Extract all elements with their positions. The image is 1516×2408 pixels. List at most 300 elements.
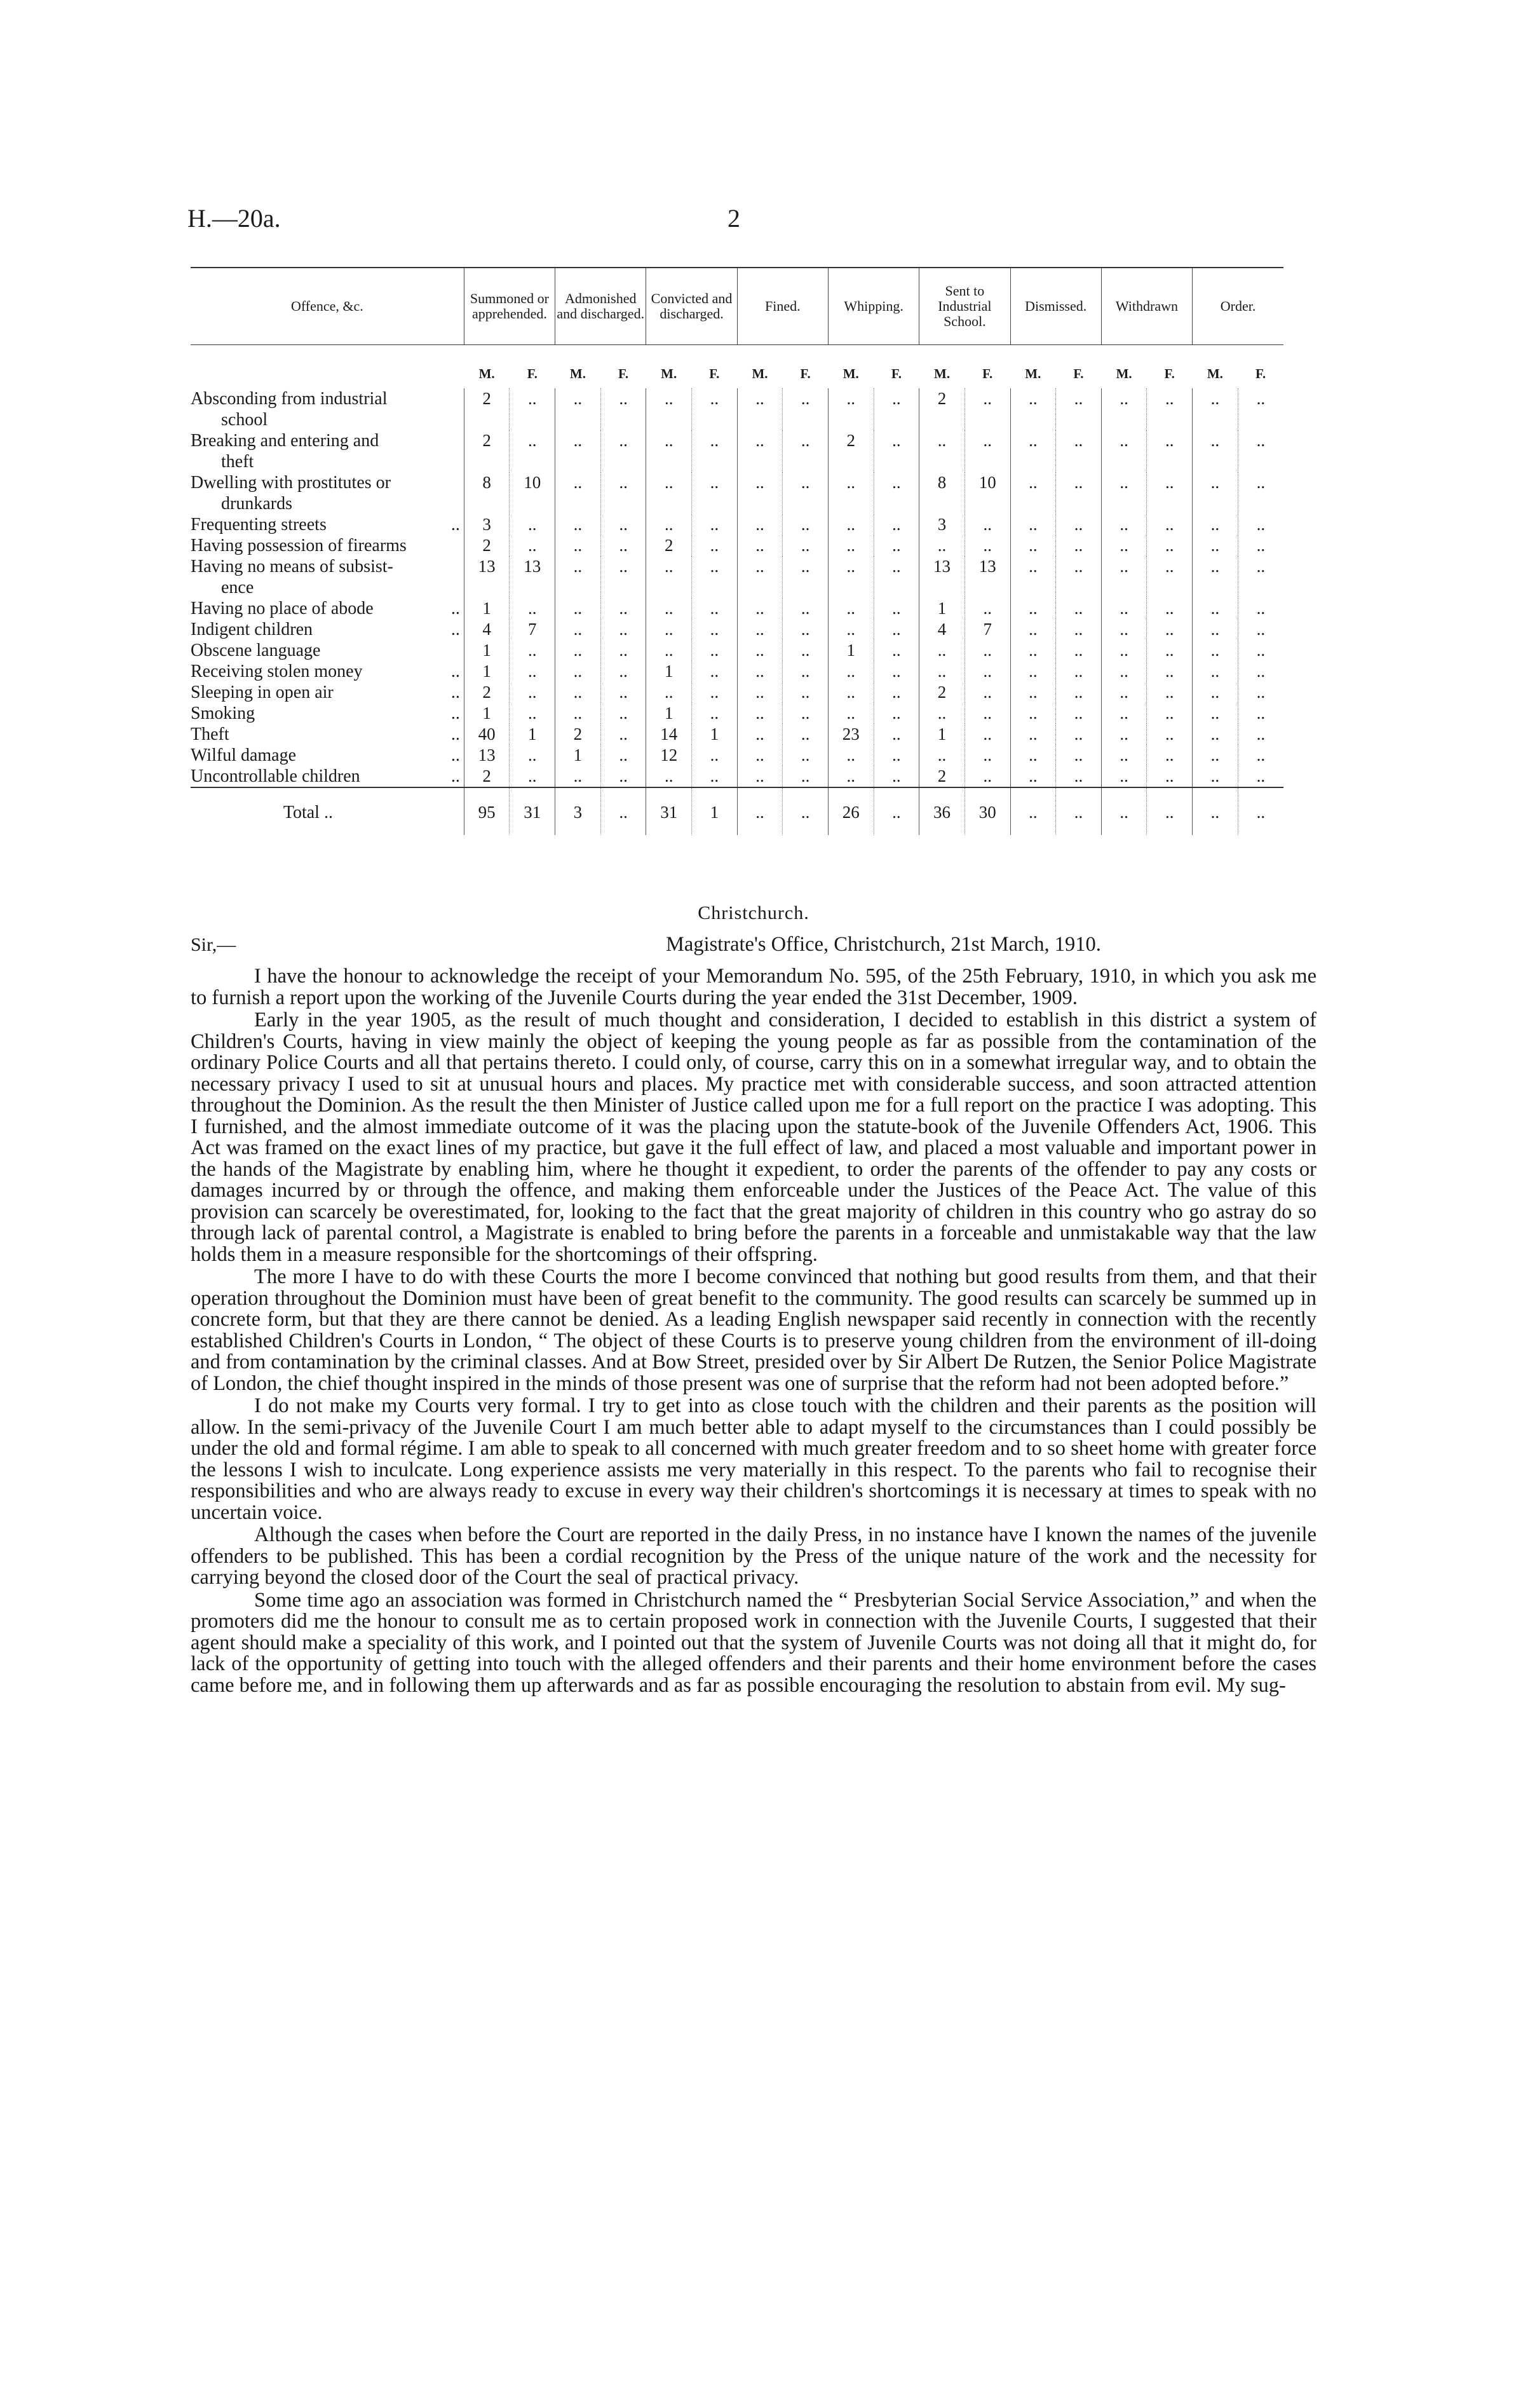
table-cell: .. bbox=[646, 388, 692, 430]
table-cell: .. bbox=[692, 535, 738, 556]
table-cell: .. bbox=[600, 766, 646, 787]
table-cell: .. bbox=[1101, 430, 1147, 472]
table-cell: .. bbox=[1056, 724, 1102, 745]
table-cell: .. bbox=[600, 724, 646, 745]
table-cell: 1 bbox=[464, 640, 510, 661]
table-cell: .. bbox=[1010, 640, 1056, 661]
table-cell: 12 bbox=[646, 745, 692, 766]
table-cell: .. bbox=[1238, 766, 1283, 787]
table-cell: .. bbox=[555, 598, 601, 619]
table-cell: .. bbox=[874, 388, 919, 430]
female-subheader: F. bbox=[709, 366, 720, 381]
table-cell: 7 bbox=[510, 619, 555, 640]
table-cell: .. bbox=[510, 430, 555, 472]
table-cell: .. bbox=[964, 640, 1010, 661]
table-cell: .. bbox=[1193, 472, 1238, 514]
table-cell: .. bbox=[1010, 535, 1056, 556]
table-cell: 1 bbox=[646, 703, 692, 724]
table-cell: .. bbox=[1010, 724, 1056, 745]
table-cell: .. bbox=[783, 430, 829, 472]
table-row bbox=[191, 682, 1283, 703]
table-cell: .. bbox=[692, 703, 738, 724]
table-cell: .. bbox=[1056, 514, 1102, 535]
table-cell: .. bbox=[783, 619, 829, 640]
table-cell: .. bbox=[874, 745, 919, 766]
table-cell: 2 bbox=[464, 430, 510, 472]
table-cell: .. bbox=[1056, 703, 1102, 724]
table-cell: .. bbox=[828, 682, 874, 703]
table-cell: .. bbox=[1193, 388, 1238, 430]
table-cell: .. bbox=[1238, 787, 1283, 835]
offence-cell bbox=[191, 703, 464, 724]
table-cell: 1 bbox=[464, 703, 510, 724]
offence-cell bbox=[191, 514, 464, 535]
table-cell: .. bbox=[874, 724, 919, 745]
offence-label: Having possession of firearms bbox=[191, 536, 407, 555]
letter bbox=[191, 902, 1316, 1696]
offence-cell bbox=[191, 619, 464, 640]
table-cell: .. bbox=[1147, 388, 1193, 430]
male-subheader: M. bbox=[569, 366, 586, 381]
table-cell: .. bbox=[1238, 640, 1283, 661]
total-row bbox=[191, 787, 1283, 835]
table-cell: 13 bbox=[964, 556, 1010, 598]
section-title: Christchurch. bbox=[698, 902, 809, 923]
male-subheader: M. bbox=[1207, 366, 1223, 381]
table-cell: .. bbox=[1101, 766, 1147, 787]
offence-label: Frequenting streets bbox=[191, 515, 327, 534]
table-cell: 4 bbox=[919, 619, 965, 640]
table-cell: 2 bbox=[464, 535, 510, 556]
offence-label: Absconding from industrial bbox=[191, 389, 388, 409]
table-cell: .. bbox=[555, 703, 601, 724]
table-row bbox=[191, 661, 1283, 682]
column-header: Withdrawn bbox=[1101, 268, 1192, 345]
table-cell: 30 bbox=[964, 787, 1010, 835]
female-subheader: F. bbox=[1255, 366, 1266, 381]
table-cell: .. bbox=[1147, 703, 1193, 724]
offence-cell bbox=[191, 661, 464, 682]
table-cell: .. bbox=[1101, 556, 1147, 598]
table-cell: .. bbox=[600, 745, 646, 766]
male-subheader: M. bbox=[661, 366, 677, 381]
table-cell: .. bbox=[1101, 598, 1147, 619]
table-cell: .. bbox=[874, 640, 919, 661]
table-cell: .. bbox=[1010, 388, 1056, 430]
table-cell: .. bbox=[783, 598, 829, 619]
table-cell: .. bbox=[874, 661, 919, 682]
table-cell: 2 bbox=[464, 388, 510, 430]
table-cell: .. bbox=[783, 745, 829, 766]
table-cell: .. bbox=[1101, 703, 1147, 724]
table-cell: 26 bbox=[828, 787, 874, 835]
table-cell: 2 bbox=[919, 766, 965, 787]
column-header-row bbox=[191, 268, 1283, 345]
table-cell: .. bbox=[1010, 682, 1056, 703]
table-cell: .. bbox=[1101, 388, 1147, 430]
offence-cell bbox=[191, 535, 464, 556]
offence-cell bbox=[191, 388, 464, 430]
table-cell: .. bbox=[1193, 724, 1238, 745]
table-cell: 95 bbox=[464, 787, 510, 835]
table-cell: 4 bbox=[464, 619, 510, 640]
table-cell: .. bbox=[1147, 535, 1193, 556]
table-cell: .. bbox=[919, 745, 965, 766]
table-cell: .. bbox=[964, 535, 1010, 556]
table-cell: .. bbox=[1147, 787, 1193, 835]
table-cell: .. bbox=[1238, 661, 1283, 682]
column-header: Summoned or apprehended. bbox=[464, 268, 555, 345]
table-cell: .. bbox=[828, 556, 874, 598]
table-cell: 13 bbox=[919, 556, 965, 598]
table-cell: 40 bbox=[464, 724, 510, 745]
table-cell: .. bbox=[737, 640, 783, 661]
table-cell: .. bbox=[600, 388, 646, 430]
male-subheader: M. bbox=[1116, 366, 1132, 381]
table-cell: .. bbox=[555, 388, 601, 430]
table-cell: .. bbox=[874, 556, 919, 598]
table-cell: .. bbox=[1238, 556, 1283, 598]
table-cell: .. bbox=[1193, 535, 1238, 556]
table-cell: .. bbox=[874, 598, 919, 619]
table-cell: .. bbox=[1193, 703, 1238, 724]
table-cell: .. bbox=[1056, 430, 1102, 472]
table-cell: .. bbox=[1238, 745, 1283, 766]
table-cell: 8 bbox=[464, 472, 510, 514]
table-row bbox=[191, 472, 1283, 514]
table-cell: .. bbox=[874, 682, 919, 703]
table-cell: .. bbox=[737, 766, 783, 787]
table-cell: .. bbox=[874, 703, 919, 724]
table-cell: .. bbox=[1056, 661, 1102, 682]
table-cell: .. bbox=[1056, 682, 1102, 703]
table-cell: 2 bbox=[919, 682, 965, 703]
table-cell: .. bbox=[600, 787, 646, 835]
table-row bbox=[191, 514, 1283, 535]
table-cell: .. bbox=[510, 514, 555, 535]
offence-cell bbox=[191, 598, 464, 619]
table-cell: 3 bbox=[555, 787, 601, 835]
table-cell: 1 bbox=[555, 745, 601, 766]
table-cell: .. bbox=[646, 514, 692, 535]
offence-label: Smoking bbox=[191, 704, 255, 723]
table-cell: 23 bbox=[828, 724, 874, 745]
table-cell: .. bbox=[1147, 619, 1193, 640]
table-cell: .. bbox=[600, 430, 646, 472]
table-cell: .. bbox=[1147, 682, 1193, 703]
table-cell: .. bbox=[1193, 598, 1238, 619]
table-row bbox=[191, 430, 1283, 472]
table-cell: .. bbox=[1010, 556, 1056, 598]
table-cell: 14 bbox=[646, 724, 692, 745]
table-cell: .. bbox=[1193, 430, 1238, 472]
table-cell: .. bbox=[737, 619, 783, 640]
table-body bbox=[191, 382, 1283, 835]
offence-label: Wilful damage bbox=[191, 745, 297, 765]
table-cell: .. bbox=[1238, 619, 1283, 640]
page-number: 2 bbox=[728, 204, 740, 233]
table-cell: .. bbox=[1056, 619, 1102, 640]
table-cell: .. bbox=[1193, 556, 1238, 598]
table-cell: .. bbox=[1010, 598, 1056, 619]
table-cell: .. bbox=[555, 619, 601, 640]
table-cell: .. bbox=[1193, 787, 1238, 835]
paragraph: I do not make my Courts very formal. I try to get into as close touch with the children and their parents as the position will allow. In the semi-privacy of the Juvenile Court I am much better able to adapt myself to the circumstances than I could possibly be under the old and formal régime. I am able to speak to all concerned with much greater freedom and to so sheet home with greater force the lessons I wish to inculcate. Long experience assists me very materially in this respect. To the parents who fail to recognise their responsibilities and who are always ready to excuse in every way their children's shortcomings it is necessary at times to speak with no uncertain voice. bbox=[191, 1394, 1316, 1524]
table-cell: .. bbox=[555, 661, 601, 682]
table-cell: 10 bbox=[510, 472, 555, 514]
table-cell: .. bbox=[737, 682, 783, 703]
paragraph: Some time ago an association was formed in Christchurch named the “ Presbyterian Social Service Association,” and when the promoters did me the honour to consult me as to certain proposed work in connection with the Juvenile Courts, I suggested that their agent should make a speciality of this work, and I pointed out that the system of Juvenile Courts was not doing all that it might do, for lack of the opportunity of getting into touch with the alleged offenders and their parents and their home environment before the cases came before me, and in following them up afterwards and as far as possible encouraging the resolution to abstain from evil. My sug- bbox=[191, 1588, 1316, 1697]
table-cell: 36 bbox=[919, 787, 965, 835]
report-reference: H.—20a. bbox=[187, 204, 281, 233]
male-subheader: M. bbox=[934, 366, 951, 381]
column-header: Dismissed. bbox=[1010, 268, 1101, 345]
total-label: Total .. bbox=[191, 787, 464, 835]
table-cell: .. bbox=[1056, 766, 1102, 787]
offence-cell bbox=[191, 745, 464, 766]
table-cell: 1 bbox=[692, 724, 738, 745]
table-cell: .. bbox=[692, 472, 738, 514]
table-cell: .. bbox=[783, 472, 829, 514]
table-cell: .. bbox=[600, 472, 646, 514]
sender-address: Magistrate's Office, Christchurch, 21st March, 1910. bbox=[666, 933, 1101, 956]
table-cell: .. bbox=[510, 661, 555, 682]
offence-label: Uncontrollable children bbox=[191, 766, 360, 786]
table-cell: .. bbox=[692, 514, 738, 535]
table-row bbox=[191, 724, 1283, 745]
offence-label: Theft bbox=[191, 724, 229, 744]
table-cell: .. bbox=[692, 556, 738, 598]
table-cell: .. bbox=[964, 703, 1010, 724]
table-cell: 7 bbox=[964, 619, 1010, 640]
table-cell: .. bbox=[783, 535, 829, 556]
table-cell: .. bbox=[783, 682, 829, 703]
table-cell: .. bbox=[1056, 640, 1102, 661]
page-header bbox=[187, 203, 1331, 241]
salutation: Sir,— bbox=[191, 934, 236, 955]
table-cell: .. bbox=[783, 661, 829, 682]
table-cell: .. bbox=[828, 514, 874, 535]
table-cell: .. bbox=[874, 787, 919, 835]
table-cell: 2 bbox=[828, 430, 874, 472]
table-cell: .. bbox=[1101, 535, 1147, 556]
male-subheader: M. bbox=[752, 366, 768, 381]
table-cell: .. bbox=[828, 745, 874, 766]
table-cell: .. bbox=[1101, 787, 1147, 835]
table-cell: 13 bbox=[464, 745, 510, 766]
table-cell: .. bbox=[646, 430, 692, 472]
table-cell: .. bbox=[1056, 535, 1102, 556]
table-cell: .. bbox=[1010, 472, 1056, 514]
table-cell: .. bbox=[692, 640, 738, 661]
male-subheader: M. bbox=[843, 366, 859, 381]
table-cell: .. bbox=[1010, 787, 1056, 835]
table-cell: .. bbox=[1056, 598, 1102, 619]
table-cell: 1 bbox=[828, 640, 874, 661]
offence-label: Dwelling with prostitutes or bbox=[191, 473, 391, 493]
table-cell: .. bbox=[1147, 598, 1193, 619]
table-cell: .. bbox=[1056, 787, 1102, 835]
table-cell: .. bbox=[646, 619, 692, 640]
table-cell: .. bbox=[783, 514, 829, 535]
table-cell: .. bbox=[919, 535, 965, 556]
column-header: Whipping. bbox=[828, 268, 919, 345]
table-cell: .. bbox=[555, 535, 601, 556]
table-cell: 8 bbox=[919, 472, 965, 514]
table-cell: .. bbox=[1056, 556, 1102, 598]
table-cell: .. bbox=[1101, 514, 1147, 535]
table-cell: .. bbox=[692, 745, 738, 766]
table-cell: .. bbox=[874, 535, 919, 556]
table-cell: 13 bbox=[464, 556, 510, 598]
offence-label: Having no means of subsist- bbox=[191, 557, 393, 576]
offence-label: Obscene language bbox=[191, 641, 321, 660]
table-cell: .. bbox=[874, 766, 919, 787]
offence-cell bbox=[191, 766, 464, 787]
table-cell: .. bbox=[1193, 619, 1238, 640]
table-cell: .. bbox=[646, 766, 692, 787]
table-cell: .. bbox=[1238, 472, 1283, 514]
female-subheader: F. bbox=[1073, 366, 1084, 381]
offence-label: Indigent children bbox=[191, 620, 313, 639]
table-cell: .. bbox=[737, 724, 783, 745]
table-cell: .. bbox=[964, 430, 1010, 472]
table-cell: .. bbox=[828, 703, 874, 724]
table-cell: .. bbox=[874, 472, 919, 514]
table-cell: .. bbox=[1147, 640, 1193, 661]
table-cell: .. bbox=[964, 388, 1010, 430]
table-cell: .. bbox=[783, 640, 829, 661]
female-subheader: F. bbox=[800, 366, 811, 381]
table-cell: .. bbox=[692, 661, 738, 682]
table-cell: .. bbox=[600, 640, 646, 661]
table-cell: .. bbox=[1101, 640, 1147, 661]
table-cell: .. bbox=[510, 640, 555, 661]
table-cell: .. bbox=[1101, 661, 1147, 682]
offence-label-continuation: school bbox=[221, 410, 268, 430]
table-cell: 1 bbox=[919, 724, 965, 745]
offence-cell bbox=[191, 430, 464, 472]
table-cell: .. bbox=[874, 430, 919, 472]
female-subheader: F. bbox=[1164, 366, 1175, 381]
paragraph: Early in the year 1905, as the result of much thought and consideration, I decided to establish in this district a system of Children's Courts, having in view mainly the object of keeping the young people as far as possible from the contamination of the ordinary Police Courts and all that pertains thereto. I could only, of course, carry this on in a somewhat irregular way, and to obtain the necessary privacy I used to sit at unusual hours and places. My practice met with considerable success, and soon attracted attention throughout the Dominion. As the result the then Minister of Justice called upon me for a full report on the practice I was adopting. This I furnished, and the almost immediate outcome of it was the placing upon the statute-book of the Juvenile Offenders Act, 1906. This Act was framed on the exact lines of my practice, but gave it the full effect of law, and placed a most valuable and important power in the hands of the Magistrate by enabling him, where he thought it expedient, to order the parents of the offender to pay any costs or damages incurred by or through the offence, and making them enforceable under the Justices of the Peace Act. The value of this provision can scarcely be overestimated, for, looking to the fact that the great majority of children in this country who go astray do so through lack of parental control, a Magistrate is enabled to bring before the parents in a forceable and unmistakable way that the law holds them in a measure responsible for the shortcomings of their offspring. bbox=[191, 1009, 1316, 1266]
juvenile-offences-table bbox=[191, 267, 1283, 835]
table-cell: .. bbox=[600, 556, 646, 598]
table-cell: .. bbox=[646, 598, 692, 619]
offence-label: Having no place of abode bbox=[191, 599, 374, 618]
table-cell: .. bbox=[600, 682, 646, 703]
table-cell: .. bbox=[737, 535, 783, 556]
table-cell: .. bbox=[1238, 682, 1283, 703]
table-cell: .. bbox=[692, 598, 738, 619]
column-header: Fined. bbox=[737, 268, 828, 345]
offence-label: Sleeping in open air bbox=[191, 683, 334, 702]
table-cell: .. bbox=[510, 766, 555, 787]
column-header: Order. bbox=[1193, 268, 1283, 345]
table-cell: .. bbox=[828, 388, 874, 430]
table-cell: 1 bbox=[464, 598, 510, 619]
table-cell: .. bbox=[1147, 724, 1193, 745]
paragraph: Although the cases when before the Court are reported in the daily Press, in no instance have I known the names of the juvenile offenders to be published. This has been a cordial recognition by the Press of the unique nature of the work and the necessity for carrying beyond the closed door of the Court the seal of practical privacy. bbox=[191, 1523, 1316, 1589]
table-cell: .. bbox=[1147, 745, 1193, 766]
table-cell: .. bbox=[1238, 703, 1283, 724]
table-cell: .. bbox=[555, 472, 601, 514]
table-cell: .. bbox=[737, 388, 783, 430]
table-cell: .. bbox=[1101, 619, 1147, 640]
female-subheader: F. bbox=[527, 366, 538, 381]
table-cell: .. bbox=[510, 598, 555, 619]
table-cell: .. bbox=[783, 388, 829, 430]
table-cell: .. bbox=[1056, 388, 1102, 430]
salutation-line bbox=[191, 934, 1316, 960]
table-cell: .. bbox=[646, 556, 692, 598]
table-cell: .. bbox=[646, 472, 692, 514]
female-subheader: F. bbox=[982, 366, 993, 381]
table-row bbox=[191, 703, 1283, 724]
table-cell: .. bbox=[737, 472, 783, 514]
column-header: Offence, &c. bbox=[191, 268, 464, 345]
table-row bbox=[191, 535, 1283, 556]
sex-subheader-row bbox=[191, 345, 1283, 383]
table-cell: .. bbox=[692, 388, 738, 430]
table-cell: .. bbox=[828, 619, 874, 640]
table-cell: .. bbox=[1056, 745, 1102, 766]
table-cell: .. bbox=[874, 619, 919, 640]
female-subheader: F. bbox=[618, 366, 629, 381]
table-cell: .. bbox=[600, 535, 646, 556]
offence-cell bbox=[191, 556, 464, 598]
male-subheader: M. bbox=[478, 366, 495, 381]
table-cell: .. bbox=[737, 745, 783, 766]
table-row bbox=[191, 745, 1283, 766]
table-cell: .. bbox=[783, 703, 829, 724]
table-row bbox=[191, 388, 1283, 430]
table-cell: .. bbox=[737, 556, 783, 598]
table-cell: .. bbox=[737, 787, 783, 835]
table-cell: .. bbox=[874, 514, 919, 535]
table-cell: .. bbox=[964, 661, 1010, 682]
table-cell: .. bbox=[1238, 535, 1283, 556]
table-cell: .. bbox=[692, 682, 738, 703]
offence-cell bbox=[191, 640, 464, 661]
table-cell: .. bbox=[1147, 766, 1193, 787]
table-cell: .. bbox=[783, 766, 829, 787]
table-cell: .. bbox=[1193, 661, 1238, 682]
offence-cell bbox=[191, 724, 464, 745]
table-cell: .. bbox=[1101, 682, 1147, 703]
table-row bbox=[191, 640, 1283, 661]
offence-cell bbox=[191, 472, 464, 514]
table-cell: 1 bbox=[510, 724, 555, 745]
table-cell: .. bbox=[555, 556, 601, 598]
table-cell: .. bbox=[646, 682, 692, 703]
table-cell: .. bbox=[510, 535, 555, 556]
table-cell: .. bbox=[964, 682, 1010, 703]
table-cell: .. bbox=[510, 682, 555, 703]
table-cell: .. bbox=[646, 640, 692, 661]
female-subheader: F. bbox=[891, 366, 902, 381]
offence-label-continuation: theft bbox=[221, 452, 254, 472]
table-cell: .. bbox=[1147, 472, 1193, 514]
table-row bbox=[191, 556, 1283, 598]
table-cell: .. bbox=[1238, 388, 1283, 430]
table-cell: 2 bbox=[919, 388, 965, 430]
table-cell: .. bbox=[737, 430, 783, 472]
table-cell: .. bbox=[783, 556, 829, 598]
offence-label-continuation: ence bbox=[221, 578, 254, 597]
table-cell: .. bbox=[600, 703, 646, 724]
table-row bbox=[191, 619, 1283, 640]
